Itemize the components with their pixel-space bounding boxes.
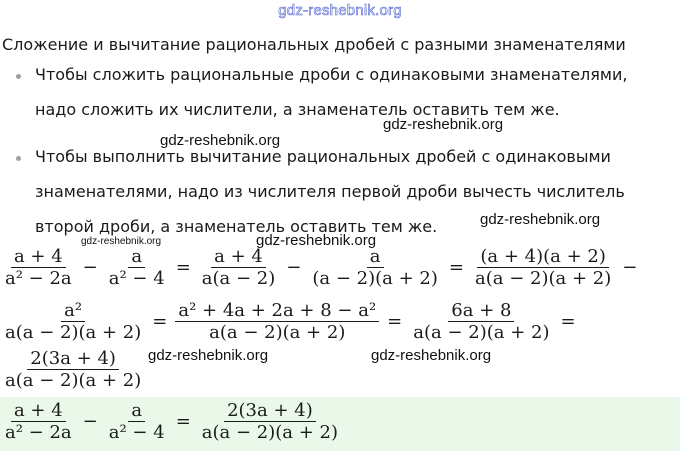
fraction-7: $\frac{\text{a² + 4a + 2a + 8 − a²}}{a(a - 2)(a + 2)}$ [175, 300, 379, 343]
equals-sign: = [560, 311, 576, 332]
bullet-dot [16, 156, 24, 164]
section-heading: Сложение и вычитание рациональных дробей с разными знаменателями [2, 35, 626, 54]
result-fraction-2: $\frac{a}{\text{a² − 4}}$ [108, 400, 165, 443]
watermark: gdz-reshebnik.org [148, 347, 269, 364]
bullet-2-line-2: знаменателями, надо из числителя первой дроби вычесть числитель [35, 182, 625, 201]
bullet-1-line-1: Чтобы сложить рациональные дроби с одинаковыми знаменателями, [35, 65, 628, 84]
bullet-2-line-3: второй дроби, а знаменатель оставить тем же. [35, 217, 438, 236]
watermark-small: gdz-reshebnik.org [81, 236, 162, 247]
fraction-6: $\frac{\text{a²}}{a(a - 2)(a + 2)}$ [5, 300, 142, 343]
equals-sign: = [152, 311, 168, 332]
watermark: gdz-reshebnik.org [383, 116, 504, 133]
minus-sign: − [622, 257, 638, 278]
fraction-2: $\frac{a}{\text{a² − 4}}$ [108, 246, 165, 289]
bullet-2-line-1: Чтобы выполнить вычитание рациональных дробей с одинаковыми [35, 147, 611, 166]
bullet-1-line-2: надо сложить их числители, а знаменатель оставить тем же. [35, 100, 560, 119]
fraction-1: $\frac{a + 4}{\text{a² − 2a}}$ [5, 246, 72, 289]
minus-sign: − [82, 411, 98, 432]
equals-sign: = [387, 311, 403, 332]
minus-sign: − [82, 257, 98, 278]
equation-line-2 [0, 300, 582, 343]
watermark: gdz-reshebnik.org [160, 132, 281, 149]
result-equation [0, 400, 343, 443]
equals-sign: = [175, 411, 191, 432]
fraction-3: $\frac{a + 4}{a(a - 2)}$ [201, 246, 276, 289]
equals-sign: = [175, 257, 191, 278]
result-fraction-3: $\frac{2(3a + 4)}{a(a - 2)(a + 2)}$ [201, 400, 339, 443]
equation-line-1 [0, 246, 643, 289]
watermark: gdz-reshebnik.org [256, 232, 377, 249]
fraction-8: $\frac{6a + 8}{a(a - 2)(a + 2)}$ [413, 300, 550, 343]
watermark: gdz-reshebnik.org [480, 211, 601, 228]
minus-sign: − [286, 257, 302, 278]
result-fraction-1: $\frac{a + 4}{\text{a² − 2a}}$ [5, 400, 72, 443]
equation-line-3 [0, 348, 146, 391]
fraction-9: $\frac{2(3a + 4)}{a(a - 2)(a + 2)}$ [5, 348, 142, 391]
watermark: gdz-reshebnik.org [371, 347, 492, 364]
fraction-4: $\frac{a}{(a - 2)(a + 2)}$ [312, 246, 438, 289]
watermark-top: gdz-reshebnik.org [278, 2, 402, 19]
fraction-5: $\frac{(a + 4)(a + 2)}{a(a - 2)(a + 2)}$ [474, 246, 612, 289]
bullet-dot [16, 74, 24, 82]
equals-sign: = [448, 257, 464, 278]
